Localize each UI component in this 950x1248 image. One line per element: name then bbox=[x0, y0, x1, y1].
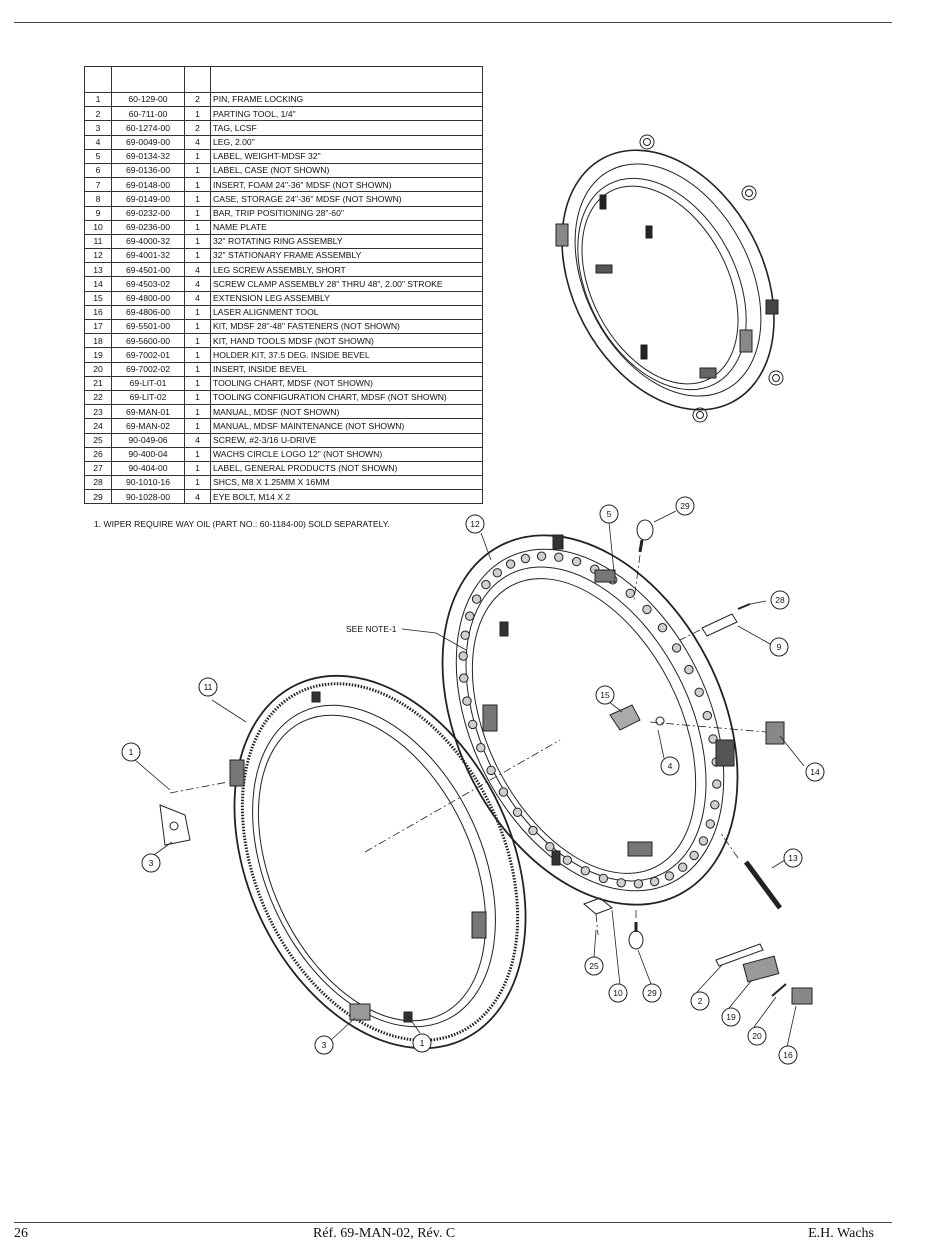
cell-quantity: 4 bbox=[185, 277, 211, 291]
company-name: E.H. Wachs bbox=[808, 1226, 874, 1241]
page-number: 26 bbox=[14, 1226, 28, 1241]
callout-number: 1 bbox=[128, 747, 134, 757]
footer-rule bbox=[14, 1222, 892, 1223]
cell-part-number: 69-0134-32 bbox=[112, 149, 185, 163]
document-reference: Réf. 69-MAN-02, Rév. C bbox=[313, 1226, 456, 1241]
assembled-frame-view bbox=[519, 114, 816, 447]
cell-part-number: 69-4000-32 bbox=[112, 234, 185, 248]
cell-quantity: 4 bbox=[185, 263, 211, 277]
cell-quantity: 1 bbox=[185, 405, 211, 419]
callout-number: 5 bbox=[606, 509, 612, 519]
cell-part-number: 69-0232-00 bbox=[112, 206, 185, 220]
cell-quantity: 1 bbox=[185, 305, 211, 319]
frame-bolt bbox=[685, 665, 693, 673]
callout-number: 19 bbox=[726, 1012, 736, 1022]
callout-number: 29 bbox=[647, 988, 657, 998]
cell-item: 2 bbox=[85, 107, 112, 121]
callout-number: 10 bbox=[613, 988, 623, 998]
frame-bolt bbox=[555, 553, 563, 561]
frame-bolt-ring bbox=[459, 552, 721, 888]
cell-quantity: 1 bbox=[185, 461, 211, 475]
cell-item: 15 bbox=[85, 291, 112, 305]
cell-item: 17 bbox=[85, 320, 112, 334]
frame-bolt bbox=[650, 877, 658, 885]
cell-description: LEG, 2.00" bbox=[211, 135, 483, 149]
cell-description: MANUAL, MDSF MAINTENANCE (NOT SHOWN) bbox=[211, 419, 483, 433]
cell-item: 7 bbox=[85, 178, 112, 192]
callout-number: 25 bbox=[589, 961, 599, 971]
frame-bolt bbox=[461, 631, 469, 639]
callout-number: 28 bbox=[775, 595, 785, 605]
see-note-label: SEE NOTE-1 bbox=[346, 624, 397, 634]
cell-part-number: 69-4001-32 bbox=[112, 249, 185, 263]
cell-description: WACHS CIRCLE LOGO 12" (NOT SHOWN) bbox=[211, 447, 483, 461]
cell-quantity: 2 bbox=[185, 121, 211, 135]
cell-description: HOLDER KIT, 37.5 DEG. INSIDE BEVEL bbox=[211, 348, 483, 362]
frame-bolt bbox=[459, 652, 467, 660]
callout-number: 3 bbox=[321, 1040, 327, 1050]
cell-item: 24 bbox=[85, 419, 112, 433]
cell-item: 21 bbox=[85, 376, 112, 390]
cell-item: 9 bbox=[85, 206, 112, 220]
frame-bolt bbox=[690, 851, 698, 859]
cell-description: LABEL, WEIGHT-MDSF 32" bbox=[211, 149, 483, 163]
frame-bolt bbox=[665, 872, 673, 880]
cell-part-number: 69-0136-00 bbox=[112, 163, 185, 177]
cell-part-number: 60-1274-00 bbox=[112, 121, 185, 135]
cell-item: 16 bbox=[85, 305, 112, 319]
frame-bolt bbox=[643, 605, 651, 613]
cell-part-number: 60-711-00 bbox=[112, 107, 185, 121]
cell-part-number: 69-LIT-02 bbox=[112, 390, 185, 404]
callout-number: 2 bbox=[697, 996, 703, 1006]
frame-bolt bbox=[658, 624, 666, 632]
callout-number: 9 bbox=[776, 642, 782, 652]
cell-part-number: 69-LIT-01 bbox=[112, 376, 185, 390]
cell-item: 3 bbox=[85, 121, 112, 135]
cell-quantity: 4 bbox=[185, 433, 211, 447]
cell-part-number: 90-1028-00 bbox=[112, 490, 185, 504]
cell-item: 11 bbox=[85, 234, 112, 248]
cell-quantity: 1 bbox=[185, 192, 211, 206]
cell-quantity: 1 bbox=[185, 476, 211, 490]
cell-description: LEG SCREW ASSEMBLY, SHORT bbox=[211, 263, 483, 277]
cell-quantity: 1 bbox=[185, 107, 211, 121]
frame-bolt bbox=[537, 552, 545, 560]
frame-bolt bbox=[617, 879, 625, 887]
cell-part-number: 69-MAN-01 bbox=[112, 405, 185, 419]
cell-description: LASER ALIGNMENT TOOL bbox=[211, 305, 483, 319]
cell-part-number: 69-7002-01 bbox=[112, 348, 185, 362]
frame-bolt bbox=[706, 820, 714, 828]
cell-item: 22 bbox=[85, 390, 112, 404]
cell-quantity: 1 bbox=[185, 334, 211, 348]
cell-description: LABEL, GENERAL PRODUCTS (NOT SHOWN) bbox=[211, 461, 483, 475]
cell-part-number: 69-0049-00 bbox=[112, 135, 185, 149]
cell-description: LABEL, CASE (NOT SHOWN) bbox=[211, 163, 483, 177]
cell-item: 26 bbox=[85, 447, 112, 461]
frame-bolt bbox=[513, 808, 521, 816]
callout-number: 1 bbox=[419, 1038, 425, 1048]
cell-part-number: 69-4501-00 bbox=[112, 263, 185, 277]
callout-number: 14 bbox=[810, 767, 820, 777]
frame-bolt bbox=[711, 801, 719, 809]
frame-bolt bbox=[493, 569, 501, 577]
cell-description: 32" STATIONARY FRAME ASSEMBLY bbox=[211, 249, 483, 263]
cell-item: 25 bbox=[85, 433, 112, 447]
cell-item: 29 bbox=[85, 490, 112, 504]
cell-item: 13 bbox=[85, 263, 112, 277]
cell-item: 5 bbox=[85, 149, 112, 163]
note-text: 1. WIPER REQUIRE WAY OIL (PART NO.: 60-1184-00) SOLD SEPARATELY. bbox=[94, 519, 390, 529]
cell-part-number: 69-0148-00 bbox=[112, 178, 185, 192]
frame-bolt bbox=[679, 863, 687, 871]
cell-item: 1 bbox=[85, 93, 112, 107]
cell-quantity: 2 bbox=[185, 93, 211, 107]
cell-description: 32" ROTATING RING ASSEMBLY bbox=[211, 234, 483, 248]
cell-quantity: 1 bbox=[185, 234, 211, 248]
cell-item: 12 bbox=[85, 249, 112, 263]
frame-bolt bbox=[521, 554, 529, 562]
cell-description: TOOLING CONFIGURATION CHART, MDSF (NOT SHOWN) bbox=[211, 390, 483, 404]
cell-description: SCREW CLAMP ASSEMBLY 28" THRU 48", 2.00" STROKE bbox=[211, 277, 483, 291]
cell-description: TOOLING CHART, MDSF (NOT SHOWN) bbox=[211, 376, 483, 390]
cell-description: SCREW, #2-3/16 U-DRIVE bbox=[211, 433, 483, 447]
frame-bolt bbox=[506, 560, 514, 568]
cell-quantity: 1 bbox=[185, 376, 211, 390]
frame-bolt bbox=[699, 837, 707, 845]
cell-quantity: 1 bbox=[185, 390, 211, 404]
cell-quantity: 1 bbox=[185, 419, 211, 433]
frame-bolt bbox=[634, 880, 642, 888]
cell-description: TAG, LCSF bbox=[211, 121, 483, 135]
frame-bolt bbox=[463, 697, 471, 705]
cell-part-number: 69-0236-00 bbox=[112, 220, 185, 234]
cell-part-number: 69-4800-00 bbox=[112, 291, 185, 305]
cell-quantity: 4 bbox=[185, 135, 211, 149]
cell-quantity: 1 bbox=[185, 163, 211, 177]
cell-item: 4 bbox=[85, 135, 112, 149]
frame-bolt bbox=[695, 688, 703, 696]
frame-bolt bbox=[703, 711, 711, 719]
cell-quantity: 1 bbox=[185, 362, 211, 376]
cell-description: BAR, TRIP POSITIONING 28"-60" bbox=[211, 206, 483, 220]
cell-description: INSERT, FOAM 24"-36" MDSF (NOT SHOWN) bbox=[211, 178, 483, 192]
frame-bolt bbox=[581, 867, 589, 875]
callout-number: 20 bbox=[752, 1031, 762, 1041]
cell-part-number: 69-5600-00 bbox=[112, 334, 185, 348]
frame-bolt bbox=[469, 720, 477, 728]
cell-description: SHCS, M8 X 1.25MM X 16MM bbox=[211, 476, 483, 490]
frame-bolt bbox=[466, 612, 474, 620]
rotating-ring-assembly bbox=[160, 629, 582, 1096]
cell-item: 14 bbox=[85, 277, 112, 291]
cell-description: PIN, FRAME LOCKING bbox=[211, 93, 483, 107]
cell-part-number: 69-0149-00 bbox=[112, 192, 185, 206]
frame-bolt bbox=[713, 780, 721, 788]
cell-item: 10 bbox=[85, 220, 112, 234]
cell-item: 23 bbox=[85, 405, 112, 419]
frame-bolt bbox=[599, 874, 607, 882]
cell-part-number: 90-049-06 bbox=[112, 433, 185, 447]
cell-description: NAME PLATE bbox=[211, 220, 483, 234]
cell-description: KIT, MDSF 28"-48" FASTENERS (NOT SHOWN) bbox=[211, 320, 483, 334]
callout-number: 29 bbox=[680, 501, 690, 511]
cell-item: 27 bbox=[85, 461, 112, 475]
cell-quantity: 1 bbox=[185, 348, 211, 362]
callout-number: 15 bbox=[600, 690, 610, 700]
cell-quantity: 4 bbox=[185, 291, 211, 305]
frame-bolt bbox=[546, 843, 554, 851]
stationary-frame-assembly bbox=[383, 485, 796, 954]
cell-description: INSERT, INSIDE BEVEL bbox=[211, 362, 483, 376]
cell-item: 18 bbox=[85, 334, 112, 348]
frame-bolt bbox=[572, 557, 580, 565]
cell-quantity: 4 bbox=[185, 490, 211, 504]
cell-item: 8 bbox=[85, 192, 112, 206]
cell-item: 19 bbox=[85, 348, 112, 362]
cell-item: 20 bbox=[85, 362, 112, 376]
cell-description: KIT, HAND TOOLS MDSF (NOT SHOWN) bbox=[211, 334, 483, 348]
frame-bolt bbox=[563, 856, 571, 864]
cell-quantity: 1 bbox=[185, 447, 211, 461]
cell-part-number: 69-4503-02 bbox=[112, 277, 185, 291]
frame-bolt bbox=[672, 644, 680, 652]
callout-number: 3 bbox=[148, 858, 154, 868]
cell-description: CASE, STORAGE 24"-36" MDSF (NOT SHOWN) bbox=[211, 192, 483, 206]
cell-part-number: 60-129-00 bbox=[112, 93, 185, 107]
cell-part-number: 69-4806-00 bbox=[112, 305, 185, 319]
cell-quantity: 1 bbox=[185, 220, 211, 234]
cell-part-number: 90-1010-16 bbox=[112, 476, 185, 490]
cell-part-number: 90-404-00 bbox=[112, 461, 185, 475]
cell-quantity: 1 bbox=[185, 149, 211, 163]
callout-number: 4 bbox=[667, 761, 673, 771]
frame-bolt bbox=[477, 744, 485, 752]
cell-description: PARTING TOOL, 1/4" bbox=[211, 107, 483, 121]
cell-quantity: 1 bbox=[185, 249, 211, 263]
frame-bolt bbox=[482, 580, 490, 588]
cell-quantity: 1 bbox=[185, 320, 211, 334]
frame-bolt bbox=[626, 589, 634, 597]
callout-number: 16 bbox=[783, 1050, 793, 1060]
cell-part-number: 90-400-04 bbox=[112, 447, 185, 461]
frame-bolt bbox=[487, 766, 495, 774]
callout-number: 11 bbox=[203, 682, 213, 692]
cell-item: 6 bbox=[85, 163, 112, 177]
callout-number: 12 bbox=[470, 519, 480, 529]
cell-quantity: 1 bbox=[185, 178, 211, 192]
cell-item: 28 bbox=[85, 476, 112, 490]
frame-bolt bbox=[499, 788, 507, 796]
frame-bolt bbox=[472, 595, 480, 603]
cell-quantity: 1 bbox=[185, 206, 211, 220]
cell-part-number: 69-7002-02 bbox=[112, 362, 185, 376]
cell-description: EXTENSION LEG ASSEMBLY bbox=[211, 291, 483, 305]
cell-part-number: 69-5501-00 bbox=[112, 320, 185, 334]
frame-bolt bbox=[460, 674, 468, 682]
callout-number: 13 bbox=[788, 853, 798, 863]
cell-description: EYE BOLT, M14 X 2 bbox=[211, 490, 483, 504]
frame-bolt bbox=[529, 826, 537, 834]
cell-part-number: 69-MAN-02 bbox=[112, 419, 185, 433]
cell-description: MANUAL, MDSF (NOT SHOWN) bbox=[211, 405, 483, 419]
